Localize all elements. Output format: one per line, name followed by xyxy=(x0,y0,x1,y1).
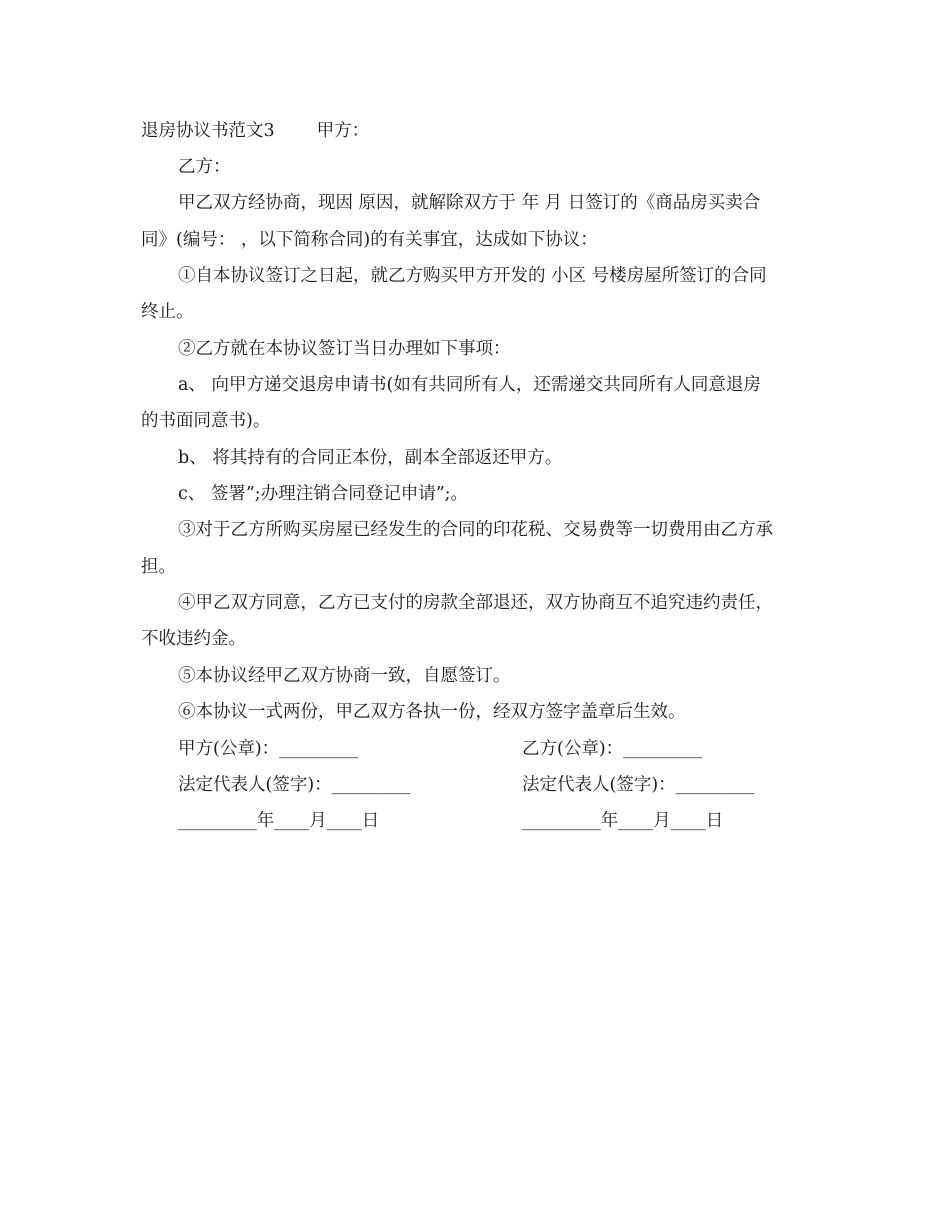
party-a-date-field: _________年____月____日 xyxy=(178,811,380,831)
clause-4-line-1: ④甲乙双方同意，乙方已支付的房款全部退还，双方协商互不追究违约责任， xyxy=(178,593,773,613)
clause-3-line-1: ③对于乙方所购买房屋已经发生的合同的印花税、交易费等一切费用由乙方承 xyxy=(178,520,773,540)
clause-5: ⑤本协议经甲乙双方协商一致，自愿签订。 xyxy=(178,666,511,686)
clause-1-line-1: ①自本协议签订之日起，就乙方购买甲方开发的 小区 号楼房屋所签订的合同 xyxy=(178,266,767,286)
item-c: c、 签署”;办理注销合同登记申请”;。 xyxy=(178,484,469,504)
party-b-representative-field: 法定代表人(签字)：_________ xyxy=(522,775,755,795)
item-b: b、 将其持有的合同正本份，副本全部返还甲方。 xyxy=(178,448,563,468)
party-b-date-field: _________年____月____日 xyxy=(522,811,724,831)
clause-4-line-2: 不收违约金。 xyxy=(141,629,246,649)
intro-paragraph-line-1: 甲乙双方经协商，现因 原因，就解除双方于 年 月 日签订的《商品房买卖合 xyxy=(178,193,761,213)
item-a-line-2: 的书面同意书)。 xyxy=(141,411,271,431)
party-b-label: 乙方： xyxy=(178,157,231,177)
clause-2: ②乙方就在本协议签订当日办理如下事项： xyxy=(178,339,511,359)
party-a-label: 甲方： xyxy=(316,121,370,141)
clause-1-line-2: 终止。 xyxy=(141,302,194,322)
clause-3-line-2: 担。 xyxy=(141,557,176,577)
clause-6: ⑥本协议一式两份，甲乙双方各执一份，经双方签字盖章后生效。 xyxy=(178,702,686,722)
title-line xyxy=(141,119,369,143)
party-a-seal-field: 甲方(公章)：_________ xyxy=(178,739,358,759)
party-a-representative-field: 法定代表人(签字)：_________ xyxy=(178,775,411,795)
intro-paragraph-line-2: 同》(编号： ，以下简称合同)的有关事宜，达成如下协议： xyxy=(141,230,598,250)
document-title: 退房协议书范文3 xyxy=(141,121,275,141)
party-b-seal-field: 乙方(公章)：_________ xyxy=(522,739,702,759)
item-a-line-1: a、 向甲方递交退房申请书(如有共同所有人，还需递交共同所有人同意退房 xyxy=(178,375,761,395)
